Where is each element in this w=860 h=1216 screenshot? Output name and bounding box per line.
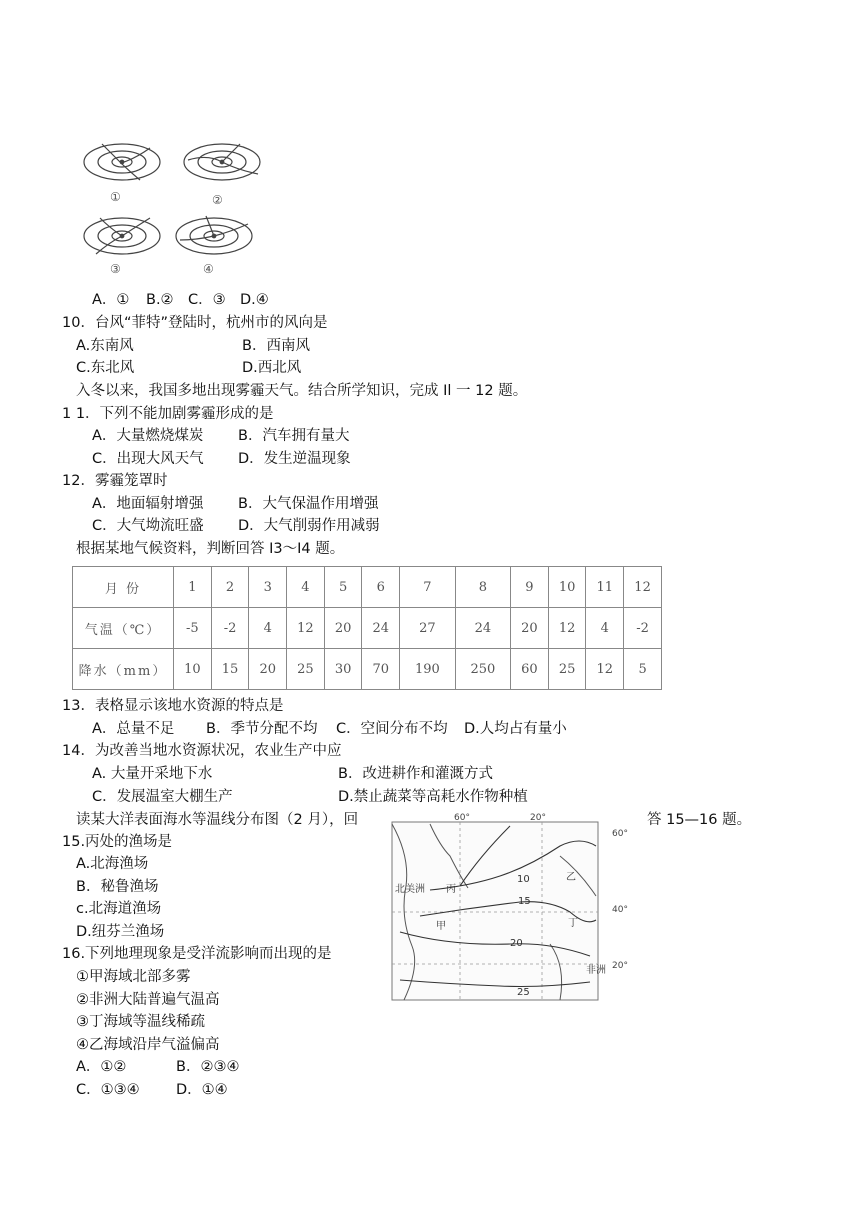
option: A．总量不足 — [92, 721, 175, 737]
diagram-label-2: ② — [212, 193, 223, 207]
table-cell: 24 — [362, 608, 400, 649]
table-cell: 10 — [174, 649, 212, 690]
option: B．西南风 — [242, 338, 310, 354]
option: C．出现大风天气 — [92, 451, 204, 467]
option: B．汽车拥有量大 — [238, 428, 350, 444]
map-label-africa: 非洲 — [586, 965, 606, 976]
table-cell: 2 — [211, 567, 249, 608]
map-label-lat-60: 60° — [612, 829, 628, 839]
option: D.西北风 — [242, 360, 302, 376]
q10-stem: 10．台风“菲特”登陆时，杭州市的风向是 — [62, 315, 328, 331]
table-cell: 20 — [249, 649, 287, 690]
q16-statement-1: ①甲海域北部多雾 — [76, 969, 191, 985]
table-cell: 12 — [287, 608, 325, 649]
option: C．①③④ — [76, 1082, 140, 1098]
map-label-iso-25: 25 — [517, 987, 530, 998]
option: B．大气保温作用增强 — [238, 496, 379, 512]
map-label-lon-20: 20° — [530, 813, 546, 823]
table-cell: 3 — [249, 567, 287, 608]
table-cell: 4 — [249, 608, 287, 649]
q16-stem: 16.下列地理现象是受洋流影响而出现的是 — [62, 946, 332, 962]
table-cell: -5 — [174, 608, 212, 649]
map-label-ding: 丁 — [568, 918, 578, 929]
table-cell: 25 — [287, 649, 325, 690]
table-row — [73, 608, 662, 649]
option: A.东南风 — [76, 338, 134, 354]
q15-stem: 15.丙处的渔场是 — [62, 834, 173, 850]
table-cell: 6 — [362, 567, 400, 608]
q13-stem: 13．表格显示该地水资源的特点是 — [62, 698, 284, 714]
table-cell: 4 — [287, 567, 325, 608]
table-cell: 12 — [548, 608, 586, 649]
q16-options-row2 — [76, 1080, 228, 1100]
q10-options-row1 — [76, 336, 310, 356]
q14-options-row2 — [92, 787, 528, 807]
table-cell: 12 — [586, 649, 624, 690]
table-cell: 70 — [362, 649, 400, 690]
option: A．①② — [76, 1059, 127, 1075]
diagram-3 — [84, 218, 160, 254]
q12-options-row1 — [92, 494, 378, 514]
table-cell: -2 — [211, 608, 249, 649]
option: B．改进耕作和灌溉方式 — [338, 766, 493, 782]
diagram-4 — [176, 216, 252, 254]
map-label-iso-15: 15 — [518, 896, 531, 907]
option: B.② — [146, 292, 174, 308]
table-cell: 10 — [548, 567, 586, 608]
q16-statement-4: ④乙海域沿岸气溢偏高 — [76, 1037, 220, 1053]
map-label-iso-10: 10 — [517, 874, 530, 885]
q12-stem: 12．雾霾笼罩时 — [62, 473, 168, 489]
q16-statement-3: ③丁海域等温线稀疏 — [76, 1014, 205, 1030]
intro-15-16-left: 读某大洋表面海水等温线分布图（2 月），回 — [76, 812, 359, 828]
diagram-label-3: ③ — [110, 262, 121, 276]
table-cell: 降水（mm） — [73, 649, 174, 690]
option: B．②③④ — [176, 1059, 240, 1075]
q16-statement-2: ②非洲大陆普遍气温高 — [76, 992, 220, 1008]
table-cell: 7 — [400, 567, 455, 608]
table-cell: 4 — [586, 608, 624, 649]
option: C．空间分布不均 — [336, 721, 448, 737]
map-label-bing: 丙 — [446, 884, 456, 895]
option: D.④ — [240, 292, 269, 308]
option: C．大气坳流旺盛 — [92, 518, 204, 534]
table-cell: 25 — [548, 649, 586, 690]
table-cell: 20 — [511, 608, 549, 649]
q15-option-b: B．秘鲁渔场 — [76, 879, 159, 895]
table-cell: 月 份 — [73, 567, 174, 608]
option: D．大气削弱作用减弱 — [238, 518, 380, 534]
table-cell: 190 — [400, 649, 455, 690]
q15-option-c: c.北海道渔场 — [76, 901, 162, 917]
table-cell: -2 — [624, 608, 662, 649]
option: A．① — [92, 292, 130, 308]
option: A．大量燃烧煤炭 — [92, 428, 204, 444]
table-cell: 8 — [455, 567, 510, 608]
table-cell: 27 — [400, 608, 455, 649]
table-cell: 1 — [174, 567, 212, 608]
option: D．①④ — [176, 1082, 228, 1098]
table-cell: 20 — [324, 608, 362, 649]
map-label-iso-20: 20 — [510, 938, 523, 949]
diagram-1 — [84, 144, 160, 180]
diagram-label-4: ④ — [203, 262, 214, 276]
table-cell: 30 — [324, 649, 362, 690]
map-label-jia: 甲 — [436, 921, 446, 932]
table-cell: 250 — [455, 649, 510, 690]
q12-options-row2 — [92, 516, 380, 536]
table-cell: 60 — [511, 649, 549, 690]
climate-table — [72, 566, 662, 690]
option: D.人均占有量小 — [464, 721, 567, 737]
intro-11-12: 入冬以来，我国多地出现雾霾天气。结合所学知识，完成 Il 一 12 题。 — [76, 383, 528, 399]
option: C．③ — [188, 292, 226, 308]
q10-options-row2 — [76, 358, 301, 378]
q11-options-row1 — [92, 426, 349, 446]
table-cell: 气温（℃） — [73, 608, 174, 649]
table-cell: 5 — [624, 649, 662, 690]
map-label-north-america: 北美洲 — [395, 884, 425, 895]
option: B．季节分配不均 — [206, 721, 318, 737]
option: D．发生逆温现象 — [238, 451, 351, 467]
q16-options-row1 — [76, 1057, 239, 1077]
diagram-2 — [184, 144, 260, 180]
intro-13-14: 根据某地气候资料，判断回答 I3～I4 题。 — [76, 541, 345, 557]
table-cell: 9 — [511, 567, 549, 608]
table-cell: 24 — [455, 608, 510, 649]
q13-options — [92, 719, 567, 739]
map-label-lon-60: 60° — [454, 813, 470, 823]
map-label-lat-40: 40° — [612, 905, 628, 915]
option: A. 大量开采地下水 — [92, 766, 213, 782]
map-label-yi: 乙 — [566, 872, 576, 883]
option: D.禁止蔬菜等高耗水作物种植 — [338, 789, 528, 805]
table-cell: 11 — [586, 567, 624, 608]
q15-option-d: D.纽芬兰渔场 — [76, 924, 165, 940]
table-header-row — [73, 567, 662, 608]
q14-stem: 14．为改善当地水资源状况，农业生产中应 — [62, 743, 342, 759]
option: C.东北风 — [76, 360, 135, 376]
table-cell: 12 — [624, 567, 662, 608]
q15-option-a: A.北海渔场 — [76, 856, 149, 872]
q11-stem: 1 1．下列不能加剧雾霾形成的是 — [62, 406, 274, 422]
table-row — [73, 649, 662, 690]
q11-options-row2 — [92, 449, 351, 469]
map-label-lat-20: 20° — [612, 961, 628, 971]
table-cell: 5 — [324, 567, 362, 608]
q14-options-row1 — [92, 764, 493, 784]
option: A．地面辐射增强 — [92, 496, 204, 512]
table-cell: 15 — [211, 649, 249, 690]
q9-options — [92, 290, 269, 310]
intro-15-16-right: 答 15—16 题。 — [647, 812, 752, 828]
diagram-label-1: ① — [110, 190, 121, 204]
option: C．发展温室大棚生产 — [92, 789, 233, 805]
